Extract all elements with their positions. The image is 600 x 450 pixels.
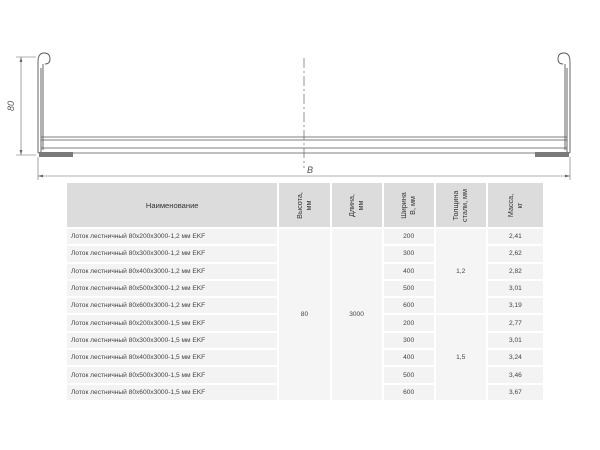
header-height: Высота, мм xyxy=(278,182,330,228)
mass-cell: 2,62 xyxy=(487,245,544,262)
header-length: Длина, мм xyxy=(331,182,383,228)
width-cell: 300 xyxy=(383,332,435,349)
thickness-cell: 1,2 xyxy=(435,228,487,314)
width-cell: 500 xyxy=(383,366,435,383)
height-value-cell: 80 xyxy=(278,228,330,401)
right-side-profile xyxy=(558,53,570,153)
header-name: Наименование xyxy=(66,182,278,228)
width-cell: 600 xyxy=(383,297,435,314)
left-foot xyxy=(39,152,73,157)
mass-cell: 3,19 xyxy=(487,297,544,314)
product-name-cell: Лоток лестничный 80х400х3000-1,5 мм EKF xyxy=(66,349,278,366)
width-cell: 400 xyxy=(383,263,435,280)
mass-cell: 2,77 xyxy=(487,314,544,331)
mass-cell: 3,01 xyxy=(487,332,544,349)
height-dimension xyxy=(16,57,36,155)
header-width: Ширина В, мм xyxy=(383,182,435,228)
specification-table xyxy=(65,181,545,402)
right-foot xyxy=(535,152,569,157)
table-row xyxy=(66,228,544,245)
width-cell: 200 xyxy=(383,228,435,245)
length-value-cell: 3000 xyxy=(331,228,383,401)
mass-cell: 3,67 xyxy=(487,384,544,401)
product-name-cell: Лоток лестничный 80х500х3000-1,2 мм EKF xyxy=(66,280,278,297)
mass-cell: 2,82 xyxy=(487,263,544,280)
product-name-cell: Лоток лестничный 80х200х3000-1,5 мм EKF xyxy=(66,314,278,331)
tray-cross-section-drawing xyxy=(0,0,600,182)
width-cell: 400 xyxy=(383,349,435,366)
mass-cell: 3,46 xyxy=(487,366,544,383)
product-name-cell: Лоток лестничный 80х400х3000-1,2 мм EKF xyxy=(66,263,278,280)
header-thickness: Толщина стали, мм xyxy=(435,182,487,228)
mass-cell: 3,01 xyxy=(487,280,544,297)
header-mass: Масса, кг xyxy=(487,182,544,228)
width-cell: 600 xyxy=(383,384,435,401)
height-dimension-label: 80 xyxy=(6,100,16,112)
product-name-cell: Лоток лестничный 80х600х3000-1,5 мм EKF xyxy=(66,384,278,401)
mass-cell: 3,24 xyxy=(487,349,544,366)
product-name-cell: Лоток лестничный 80х600х3000-1,2 мм EKF xyxy=(66,297,278,314)
product-name-cell: Лоток лестничный 80х500х3000-1,5 мм EKF xyxy=(66,366,278,383)
width-cell: 500 xyxy=(383,280,435,297)
width-dimension-label: B xyxy=(307,165,314,175)
left-side-profile xyxy=(38,53,50,153)
product-name-cell: Лоток лестничный 80х300х3000-1,2 мм EKF xyxy=(66,245,278,262)
table-header-row xyxy=(66,182,544,228)
thickness-cell: 1,5 xyxy=(435,314,487,400)
width-cell: 300 xyxy=(383,245,435,262)
width-cell: 200 xyxy=(383,314,435,331)
width-dimension xyxy=(38,157,570,180)
mass-cell: 2,41 xyxy=(487,228,544,245)
product-name-cell: Лоток лестничный 80х200х3000-1,2 мм EKF xyxy=(66,228,278,245)
product-name-cell: Лоток лестничный 80х300х3000-1,5 мм EKF xyxy=(66,332,278,349)
